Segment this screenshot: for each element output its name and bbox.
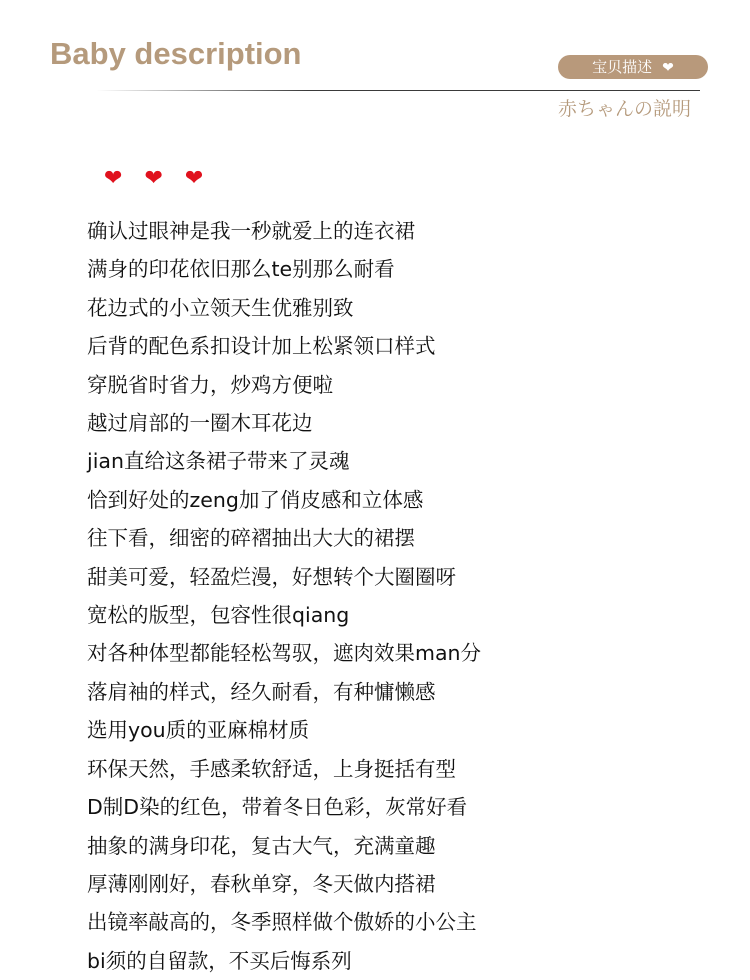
description-line: D制D染的红色，带着冬日色彩，灰常好看 bbox=[87, 795, 468, 820]
description-line: 满身的印花依旧那么te别那么耐看 bbox=[87, 257, 395, 282]
header-divider bbox=[96, 90, 700, 91]
section-badge bbox=[558, 55, 708, 79]
description-line: 落肩袖的样式，经久耐看，有种慵懒感 bbox=[87, 679, 436, 704]
description-line: 环保天然，手感柔软舒适，上身挺括有型 bbox=[87, 756, 456, 781]
description-line: 确认过眼神是我一秒就爱上的连衣裙 bbox=[87, 219, 415, 243]
section-title-english: Baby description bbox=[50, 36, 302, 71]
description-line: 往下看，细密的碎褶抽出大大的裙摆 bbox=[87, 526, 415, 551]
description-line: 抽象的满身印花，复古大气，充满童趣 bbox=[87, 833, 436, 858]
description-line: 越过肩部的一圈木耳花边 bbox=[87, 411, 313, 436]
description-line: 对各种体型都能轻松驾驭，遮肉效果man分 bbox=[87, 641, 482, 666]
description-line: 穿脱省时省力，炒鸡方便啦 bbox=[87, 372, 333, 397]
heart-icon: ❤ bbox=[184, 166, 204, 191]
description-line: 甜美可爱，轻盈烂漫，好想转个大圈圈呀 bbox=[87, 564, 456, 589]
heart-icon: ❤ bbox=[662, 60, 674, 76]
badge-label: 宝贝描述 bbox=[592, 58, 653, 76]
description-line: 厚薄刚刚好，春秋单穿，冬天做内搭裙 bbox=[87, 871, 436, 896]
description-line: 花边式的小立领天生优雅别致 bbox=[87, 295, 354, 320]
description-line: bi须的自留款，不买后悔系列 bbox=[87, 948, 352, 973]
description-line: 出镜率敲高的，冬季照样做个傲娇的小公主 bbox=[87, 910, 477, 935]
heart-icon: ❤ bbox=[144, 166, 163, 191]
description-line: 宽松的版型，包容性很qiang bbox=[87, 603, 350, 628]
heart-icon: ❤ bbox=[104, 166, 123, 191]
description-line: jian直给这条裙子带来了灵魂 bbox=[87, 449, 350, 474]
description-line: 选用you质的亚麻棉材质 bbox=[87, 718, 310, 743]
description-list bbox=[87, 212, 481, 980]
section-title-japanese: 赤ちゃんの説明 bbox=[558, 98, 692, 120]
description-line: 后背的配色系扣设计加上松紧领口样式 bbox=[87, 334, 436, 359]
description-line: 恰到好处的zeng加了俏皮感和立体感 bbox=[87, 487, 424, 512]
decorative-hearts bbox=[104, 168, 203, 190]
